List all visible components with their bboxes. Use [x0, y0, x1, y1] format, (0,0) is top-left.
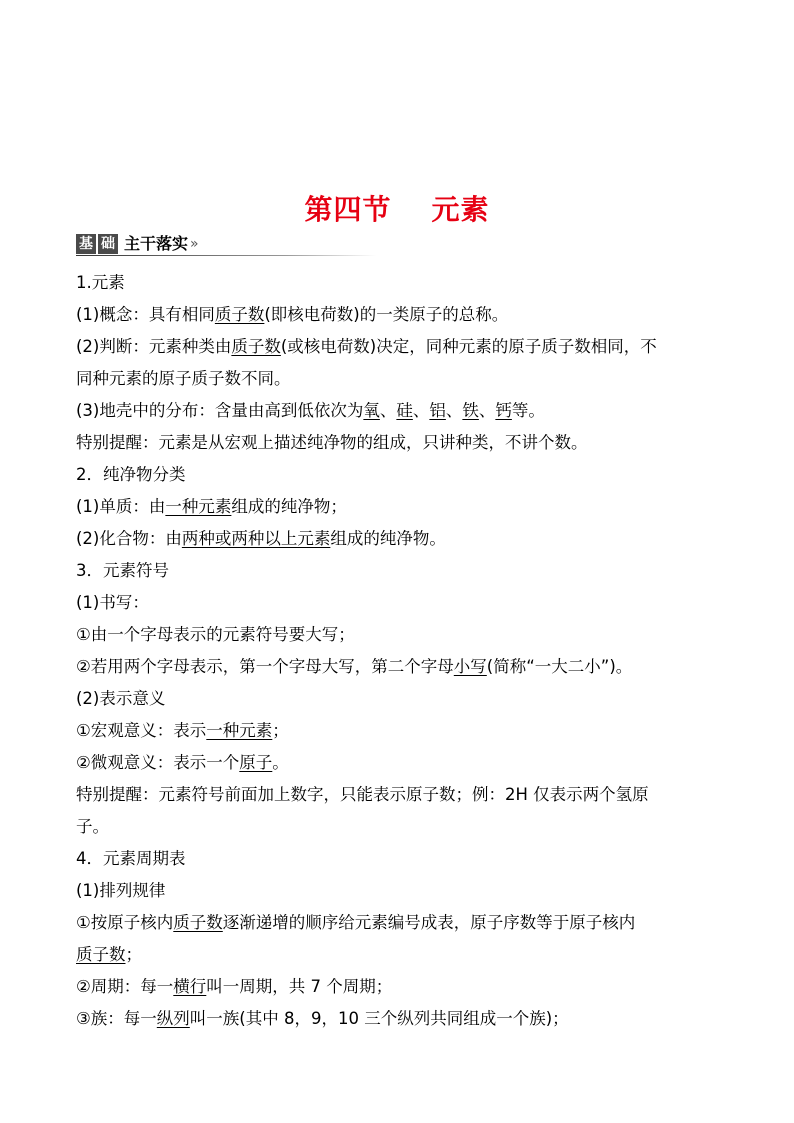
text-line: ①按原子核内质子数逐渐递增的顺序给元素编号成表，原子序数等于原子核内 — [76, 913, 636, 932]
text-line: (2)判断：元素种类由质子数(或核电荷数)决定，同种元素的原子质子数相同，不 — [76, 337, 657, 356]
text-line: (1)单质：由一种元素组成的纯净物； — [76, 497, 347, 516]
text-line: (1)排列规律 — [76, 881, 166, 900]
text-line: 同种元素的原子质子数不同。 — [76, 369, 291, 388]
section-header — [76, 234, 376, 256]
text-line: ②周期：每一横行叫一周期，共 7 个周期； — [76, 977, 393, 996]
tip-line: 特别提醒：元素是从宏观上描述纯净物的组成，只讲种类，不讲个数。 — [76, 433, 588, 452]
tip-line: 特别提醒：元素符号前面加上数字，只能表示原子数；例：2H 仅表示两个氢原 — [76, 785, 649, 804]
chevron-right-icon: » — [190, 236, 199, 252]
text-line: ①由一个字母表示的元素符号要大写； — [76, 625, 355, 644]
answer-blank: 原子 — [239, 753, 273, 772]
text-line: 质子数； — [76, 945, 142, 964]
answer-blank: 横行 — [173, 977, 207, 996]
text-line: ③族：每一纵列叫一族(其中 8，9，10 三个纵列共同组成一个族)； — [76, 1009, 569, 1028]
text-line: ②若用两个字母表示，第一个字母大写，第二个字母小写(简称“一大二小”)。 — [76, 657, 633, 676]
answer-blank: 钙 — [495, 401, 512, 420]
answer-blank: 氧 — [363, 401, 380, 420]
text-line: ①宏观意义：表示一种元素； — [76, 721, 289, 740]
answer-blank: 纵列 — [156, 1009, 190, 1028]
text-line: ②微观意义：表示一个原子。 — [76, 753, 289, 772]
section-label: 主干落实 — [124, 234, 189, 253]
text-line: (3)地壳中的分布：含量由高到低依次为氧、硅、铝、铁、钙等。 — [76, 401, 545, 420]
answer-blank: 质子数 — [231, 337, 281, 356]
heading-symbols: 3．元素符号 — [76, 561, 169, 580]
answer-blank: 一种元素 — [165, 497, 232, 516]
heading-classification: 2．纯净物分类 — [76, 465, 186, 484]
heading-elements: 1.元素 — [76, 273, 125, 292]
answer-blank: 两种或两种以上元素 — [181, 529, 331, 548]
answer-blank: 一种元素 — [206, 721, 273, 740]
answer-blank: 质子数 — [76, 945, 126, 964]
title-part-1: 第四节 — [304, 193, 392, 226]
answer-blank: 质子数 — [214, 305, 265, 324]
answer-blank: 质子数 — [173, 913, 223, 932]
answer-blank: 铁 — [462, 401, 479, 420]
text-line: (1)书写： — [76, 593, 149, 612]
title-part-2: 元素 — [431, 193, 490, 226]
text-line: 子。 — [76, 817, 109, 836]
answer-blank: 小写 — [453, 657, 487, 676]
section-badge-1: 基 — [76, 234, 96, 254]
text-line: (2)表示意义 — [76, 689, 166, 708]
text-line: (1)概念：具有相同质子数(即核电荷数)的一类原子的总称。 — [76, 305, 509, 324]
page-title — [0, 188, 794, 228]
heading-periodic-table: 4．元素周期表 — [76, 849, 186, 868]
section-badge-2: 础 — [98, 234, 118, 254]
section-divider — [76, 255, 376, 256]
answer-blank: 硅 — [396, 401, 413, 420]
text-line: (2)化合物：由两种或两种以上元素组成的纯净物。 — [76, 529, 446, 548]
answer-blank: 铝 — [429, 401, 446, 420]
